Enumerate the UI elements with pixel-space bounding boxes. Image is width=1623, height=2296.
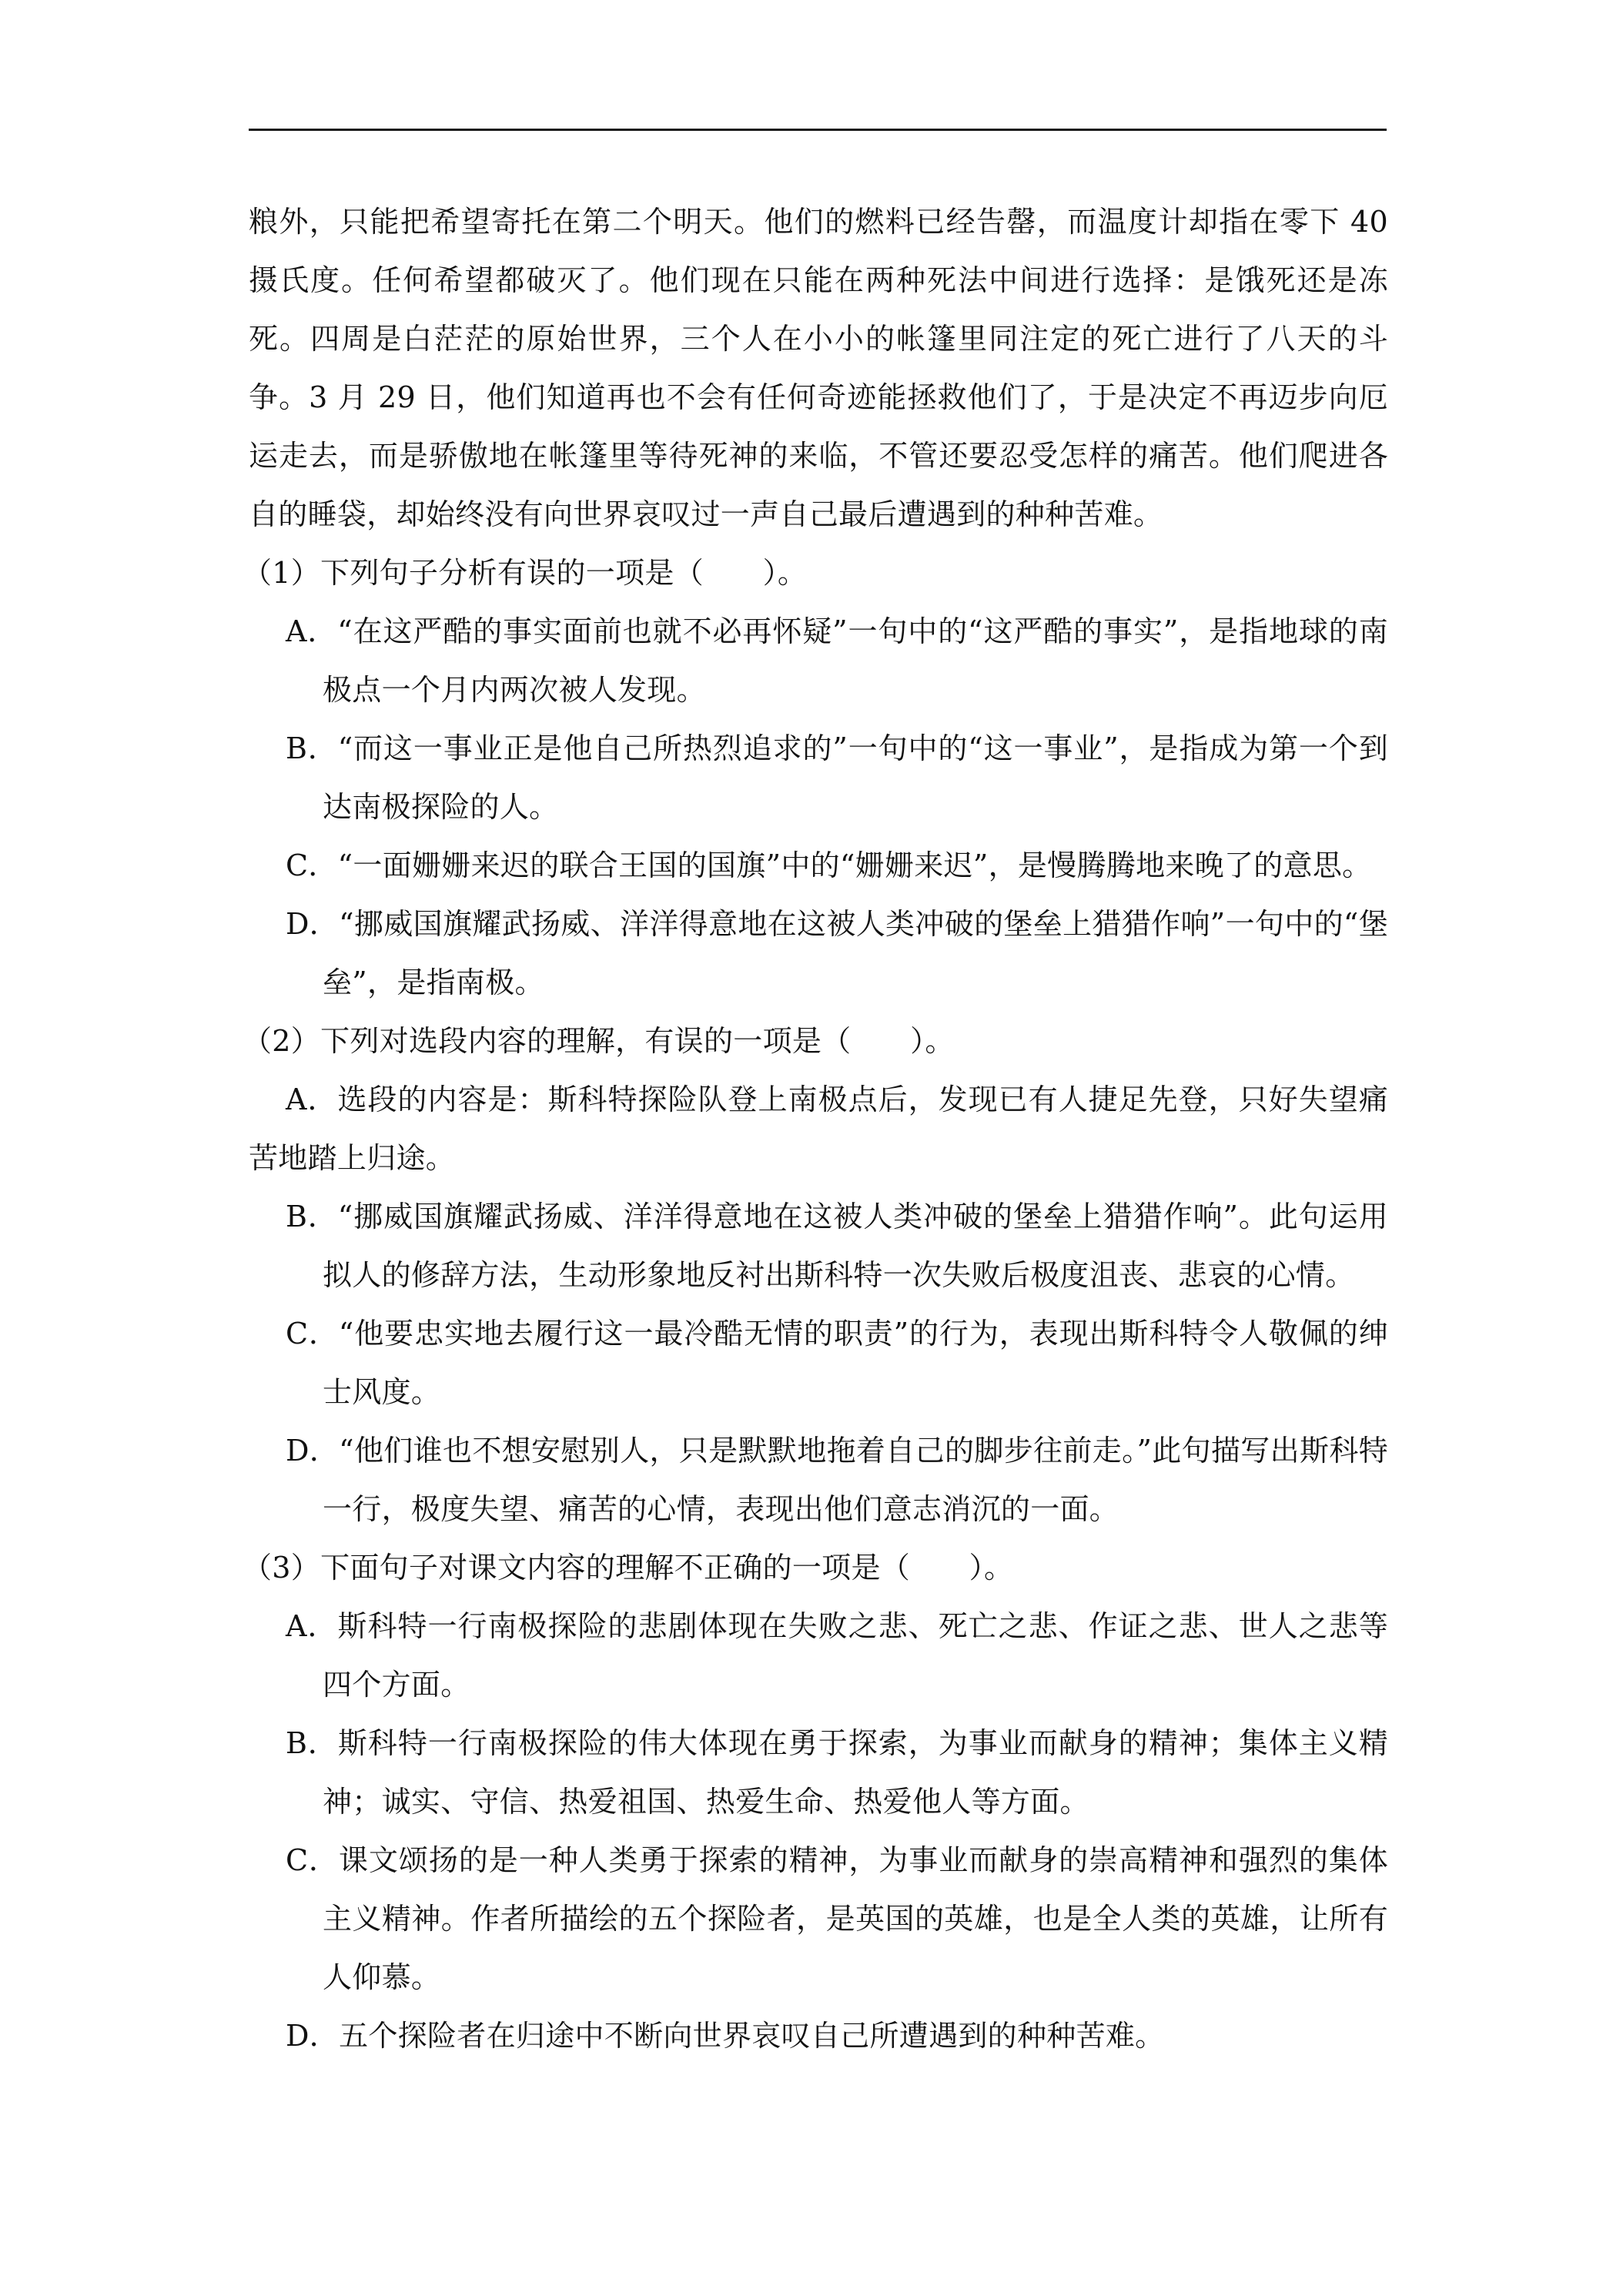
question-3-option-c: C．课文颂扬的是一种人类勇于探索的精神，为事业而献身的崇高精神和强烈的集体主义精神。作者所描绘的五个探险者，是英国的英雄，也是全人类的英雄，让所有人仰慕。 [286, 1843, 1388, 1994]
question-3-option-a: A．斯科特一行南极探险的悲剧体现在失败之悲、死亡之悲、作证之悲、世人之悲等四个方面。 [286, 1609, 1388, 1702]
question-2-stem: （2）下列对选段内容的理解，有误的一项是（ ）。 [243, 1024, 955, 1058]
question-1-stem: （1）下列句子分析有误的一项是（ ）。 [243, 556, 808, 590]
question-1-option-c: C．“一面姗姗来迟的联合王国的国旗”中的“姗姗来迟”，是慢腾腾地来晚了的意思。 [286, 848, 1372, 882]
question-1-option-d: D．“挪威国旗耀武扬威、洋洋得意地在这被人类冲破的堡垒上猎猎作响”一句中的“堡垒”，是指南极。 [286, 907, 1388, 999]
question-1-option-b: B．“而这一事业正是他自己所热烈追求的”一句中的“这一事业”，是指成为第一个到达南极探险的人。 [286, 731, 1388, 824]
question-2-option-c: C．“他要忠实地去履行这一最冷酷无情的职责”的行为，表现出斯科特令人敬佩的绅士风度。 [286, 1317, 1388, 1409]
question-1-option-a: A．“在这严酷的事实面前也就不必再怀疑”一句中的“这严酷的事实”，是指地球的南极点一个月内两次被人发现。 [286, 614, 1388, 707]
question-2-option-b: B．“挪威国旗耀武扬威、洋洋得意地在这被人类冲破的堡垒上猎猎作响”。此句运用拟人的修辞方法，生动形象地反衬出斯科特一次失败后极度沮丧、悲哀的心情。 [286, 1200, 1388, 1292]
question-2-option-a: A．选段的内容是：斯科特探险队登上南极点后，发现已有人捷足先登，只好失望痛苦地踏上归途。 [249, 1083, 1388, 1175]
question-2-option-d: D．“他们谁也不想安慰别人，只是默默地拖着自己的脚步往前走。”此句描写出斯科特一行，极度失望、痛苦的心情，表现出他们意志消沉的一面。 [286, 1434, 1388, 1526]
document-body [243, 192, 1388, 2065]
question-3-option-b: B．斯科特一行南极探险的伟大体现在勇于探索，为事业而献身的精神；集体主义精神；诚实、守信、热爱祖国、热爱生命、热爱他人等方面。 [286, 1726, 1388, 1819]
header-rule [249, 129, 1387, 131]
question-3-option-d: D．五个探险者在归途中不断向世界哀叹自己所遭遇到的种种苦难。 [286, 2019, 1165, 2053]
passage-paragraph: 粮外，只能把希望寄托在第二个明天。他们的燃料已经告罄，而温度计却指在零下 40 摄氏度。任何希望都破灭了。他们现在只能在两种死法中间进行选择：是饿死还是冻死。四周是白茫茫的原始世界，三个人在小小的帐篷里同注定的死亡进行了八天的斗争。3 月 29 日，他们知道再也不会有任何奇迹能拯救他们了，于是决定不再迈步向厄运走去，而是骄傲地在帐篷里等待死神的来临，不管还要忍受怎样的痛苦。他们爬进各自的睡袋，却始终没有向世界哀叹过一声自己最后遭遇到的种种苦难。 [249, 205, 1388, 531]
question-3-stem: （3）下面句子对课文内容的理解不正确的一项是（ ）。 [243, 1551, 1014, 1585]
